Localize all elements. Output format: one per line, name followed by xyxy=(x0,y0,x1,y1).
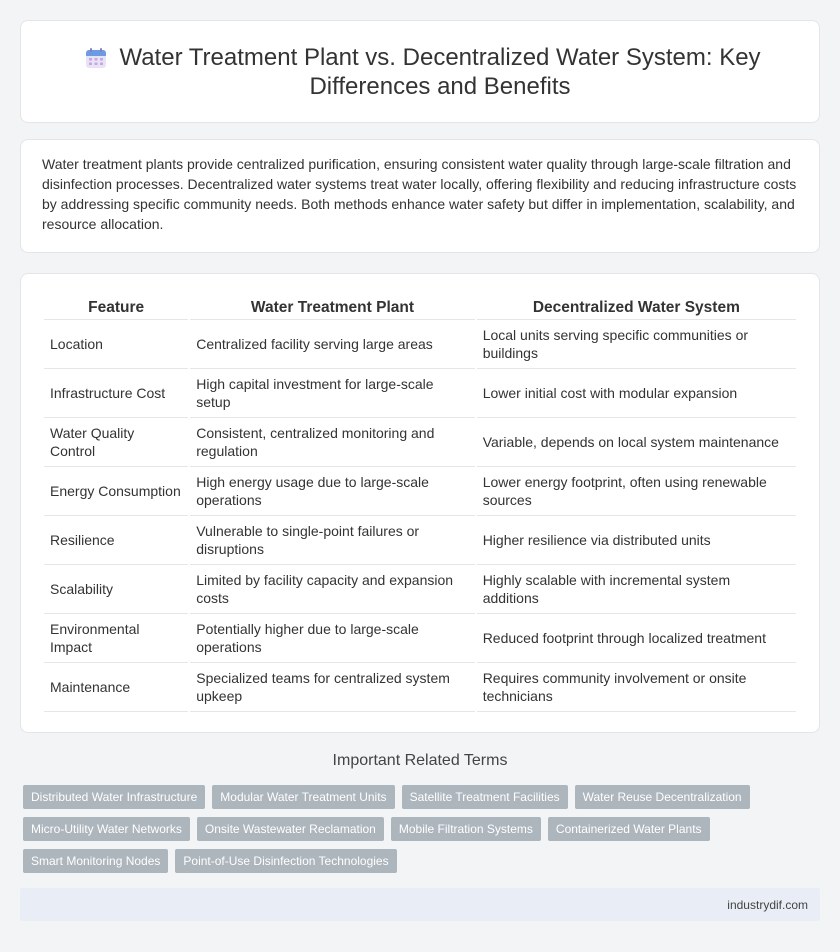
tag-point-of-use-disinfection[interactable]: Point-of-Use Disinfection Technologies xyxy=(175,849,396,873)
table-row xyxy=(44,369,796,418)
intro-card xyxy=(20,139,820,253)
title-card xyxy=(20,20,820,123)
footer-bar xyxy=(20,888,820,921)
decentralized-cell: Local units serving specific communities or buildings xyxy=(477,320,796,369)
table-row xyxy=(44,467,796,516)
feature-cell: Resilience xyxy=(44,516,188,565)
intro-paragraph: Water treatment plants provide centralized purification, ensuring consistent water quality through large-scale filtration and disinfection processes. Decentralized water systems treat water locally, offering flexibility and reducing infrastructure costs by addressing specific community needs. Both methods enhance water safety but differ in implementation, scalability, and resource allocation. xyxy=(42,156,797,232)
decentralized-cell: Requires community involvement or onsite technicians xyxy=(477,663,796,712)
plant-cell: High energy usage due to large-scale operations xyxy=(190,467,474,516)
feature-cell: Maintenance xyxy=(44,663,188,712)
plant-cell: Centralized facility serving large areas xyxy=(190,320,474,369)
related-terms-heading: Important Related Terms xyxy=(332,752,508,769)
decentralized-cell: Higher resilience via distributed units xyxy=(477,516,796,565)
decentralized-cell: Highly scalable with incremental system additions xyxy=(477,565,796,614)
header-water-treatment-plant: Water Treatment Plant xyxy=(190,298,474,320)
plant-cell: Potentially higher due to large-scale operations xyxy=(190,614,474,663)
feature-cell: Location xyxy=(44,320,188,369)
plant-cell: Consistent, centralized monitoring and regulation xyxy=(190,418,474,467)
plant-cell: Limited by facility capacity and expansion costs xyxy=(190,565,474,614)
decentralized-cell: Lower energy footprint, often using renewable sources xyxy=(477,467,796,516)
decentralized-cell: Variable, depends on local system maintenance xyxy=(477,418,796,467)
table-row xyxy=(44,516,796,565)
decentralized-cell: Reduced footprint through localized treatment xyxy=(477,614,796,663)
comparison-table xyxy=(42,298,798,712)
table-row xyxy=(44,565,796,614)
tag-water-reuse-decentralization[interactable]: Water Reuse Decentralization xyxy=(575,785,750,809)
plant-cell: Specialized teams for centralized system upkeep xyxy=(190,663,474,712)
footer-site-link[interactable]: industrydif.com xyxy=(727,898,808,912)
feature-cell: Environmental Impact xyxy=(44,614,188,663)
tag-row xyxy=(23,817,813,841)
comparison-card xyxy=(20,273,820,733)
header-feature: Feature xyxy=(44,298,188,320)
tag-satellite-treatment-facilities[interactable]: Satellite Treatment Facilities xyxy=(402,785,568,809)
feature-cell: Energy Consumption xyxy=(44,467,188,516)
tag-modular-water-treatment-units[interactable]: Modular Water Treatment Units xyxy=(212,785,394,809)
table-row xyxy=(44,663,796,712)
tag-micro-utility-water-networks[interactable]: Micro-Utility Water Networks xyxy=(23,817,190,841)
table-header-row xyxy=(44,298,796,320)
table-row xyxy=(44,418,796,467)
plant-cell: High capital investment for large-scale setup xyxy=(190,369,474,418)
tag-onsite-wastewater-reclamation[interactable]: Onsite Wastewater Reclamation xyxy=(197,817,384,841)
tag-row xyxy=(23,849,813,873)
feature-cell: Infrastructure Cost xyxy=(44,369,188,418)
tag-distributed-water-infrastructure[interactable]: Distributed Water Infrastructure xyxy=(23,785,205,809)
related-terms-tags xyxy=(23,785,813,881)
tag-smart-monitoring-nodes[interactable]: Smart Monitoring Nodes xyxy=(23,849,168,873)
tag-containerized-water-plants[interactable]: Containerized Water Plants xyxy=(548,817,710,841)
table-row xyxy=(44,320,796,369)
header-decentralized-system: Decentralized Water System xyxy=(477,298,796,320)
page-title: Water Treatment Plant vs. Decentralized Water System: Key Differences and Benefits xyxy=(119,44,761,100)
decentralized-cell: Lower initial cost with modular expansion xyxy=(477,369,796,418)
feature-cell: Scalability xyxy=(44,565,188,614)
feature-cell: Water Quality Control xyxy=(44,418,188,467)
tag-mobile-filtration-systems[interactable]: Mobile Filtration Systems xyxy=(391,817,541,841)
tag-row xyxy=(23,785,813,809)
table-row xyxy=(44,614,796,663)
plant-cell: Vulnerable to single-point failures or disruptions xyxy=(190,516,474,565)
